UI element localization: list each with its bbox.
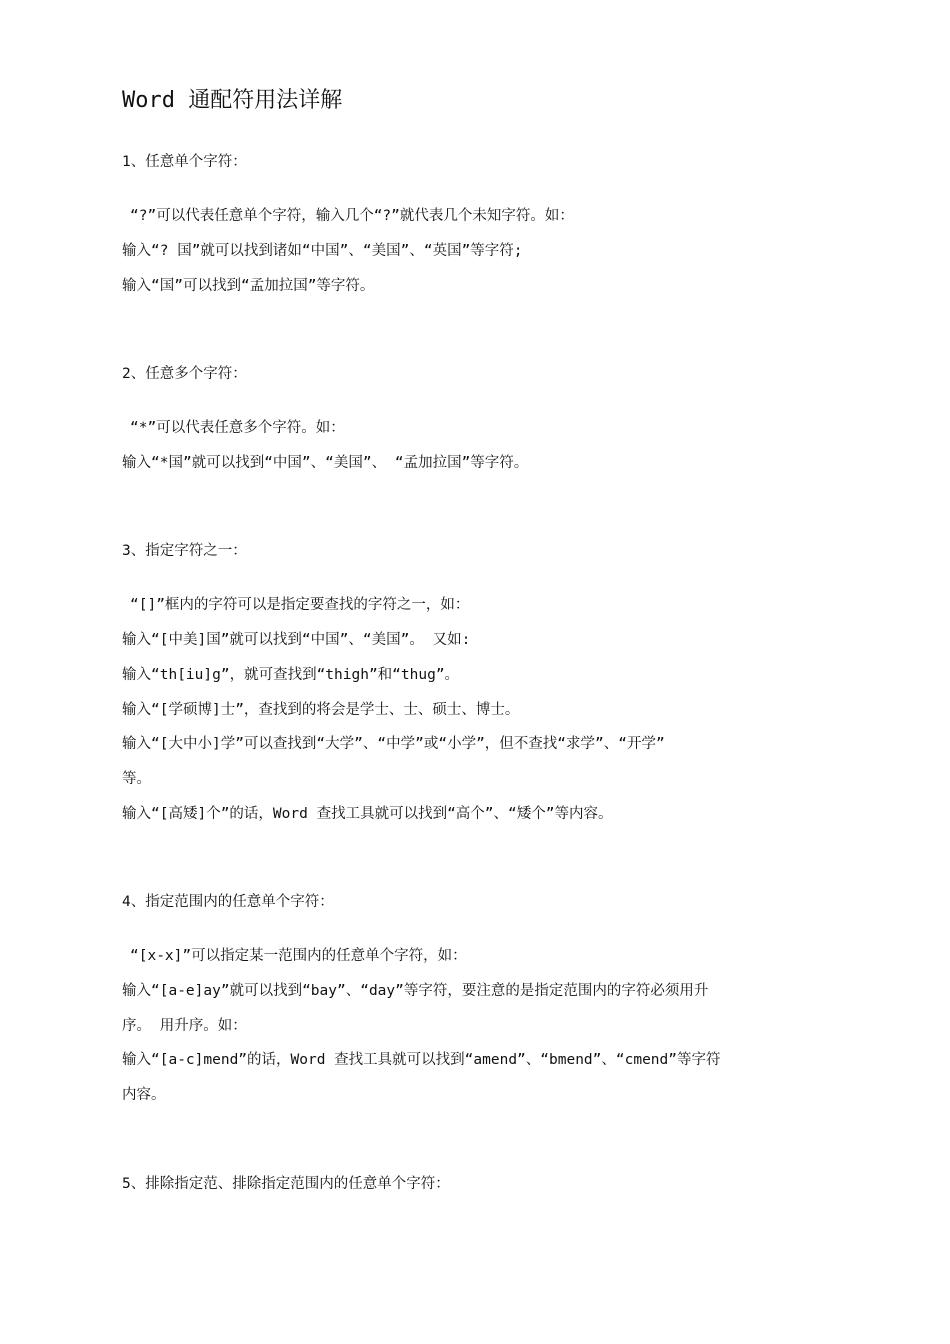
section-3-line-7: 输入“[高矮]个”的话，Word 查找工具就可以找到“高个”、“矮个”等内容。 xyxy=(122,806,613,822)
section-3-line-6: 等。 xyxy=(122,771,151,787)
section-1-line-3: 输入“国”可以找到“孟加拉国”等字符。 xyxy=(122,278,375,294)
section-5-heading: 5、排除指定范、排除指定范围内的任意单个字符： xyxy=(122,1176,450,1192)
section-4-line-5: 内容。 xyxy=(122,1087,166,1103)
section-3-line-1: “[]”框内的字符可以是指定要查找的字符之一，如： xyxy=(130,597,470,613)
section-3-line-2: 输入“[中美]国”就可以找到“中国”、“美国”。 又如: xyxy=(122,632,471,648)
section-3-line-3: 输入“th[iu]g”，就可查找到“thigh”和“thug”。 xyxy=(122,667,460,683)
section-3-line-4: 输入“[学硕博]士”，查找到的将会是学士、士、硕士、博士。 xyxy=(122,702,520,718)
section-2-line-1: “*”可以代表任意多个字符。如： xyxy=(130,420,345,436)
section-1-line-1: “?”可以代表任意单个字符，输入几个“?”就代表几个未知字符。如： xyxy=(130,208,574,224)
section-4-line-3: 序。 用升序。如： xyxy=(122,1018,247,1034)
section-4-line-2: 输入“[a-e]ay”就可以找到“bay”、“day”等字符，要注意的是指定范围内的字符必须用升 xyxy=(122,983,709,999)
section-1-line-2: 输入“? 国”就可以找到诸如“中国”、“美国”、“英国”等字符; xyxy=(122,243,523,259)
section-3-line-5: 输入“[大中小]学”可以查找到“大学”、“中学”或“小学”，但不查找“求学”、“开学” xyxy=(122,736,665,752)
section-4-line-4: 输入“[a-c]mend”的话，Word 查找工具就可以找到“amend”、“bmend”、“cmend”等字符 xyxy=(122,1052,721,1068)
section-2-line-2: 输入“*国”就可以找到“中国”、“美国”、 “孟加拉国”等字符。 xyxy=(122,455,529,471)
page-title: Word 通配符用法详解 xyxy=(122,88,343,113)
section-2-heading: 2、任意多个字符： xyxy=(122,366,247,382)
section-3-heading: 3、指定字符之一： xyxy=(122,543,247,559)
section-4-line-1: “[x-x]”可以指定某一范围内的任意单个字符，如： xyxy=(130,948,467,964)
section-4-heading: 4、指定范围内的任意单个字符： xyxy=(122,894,334,910)
section-1-heading: 1、任意单个字符： xyxy=(122,154,247,170)
